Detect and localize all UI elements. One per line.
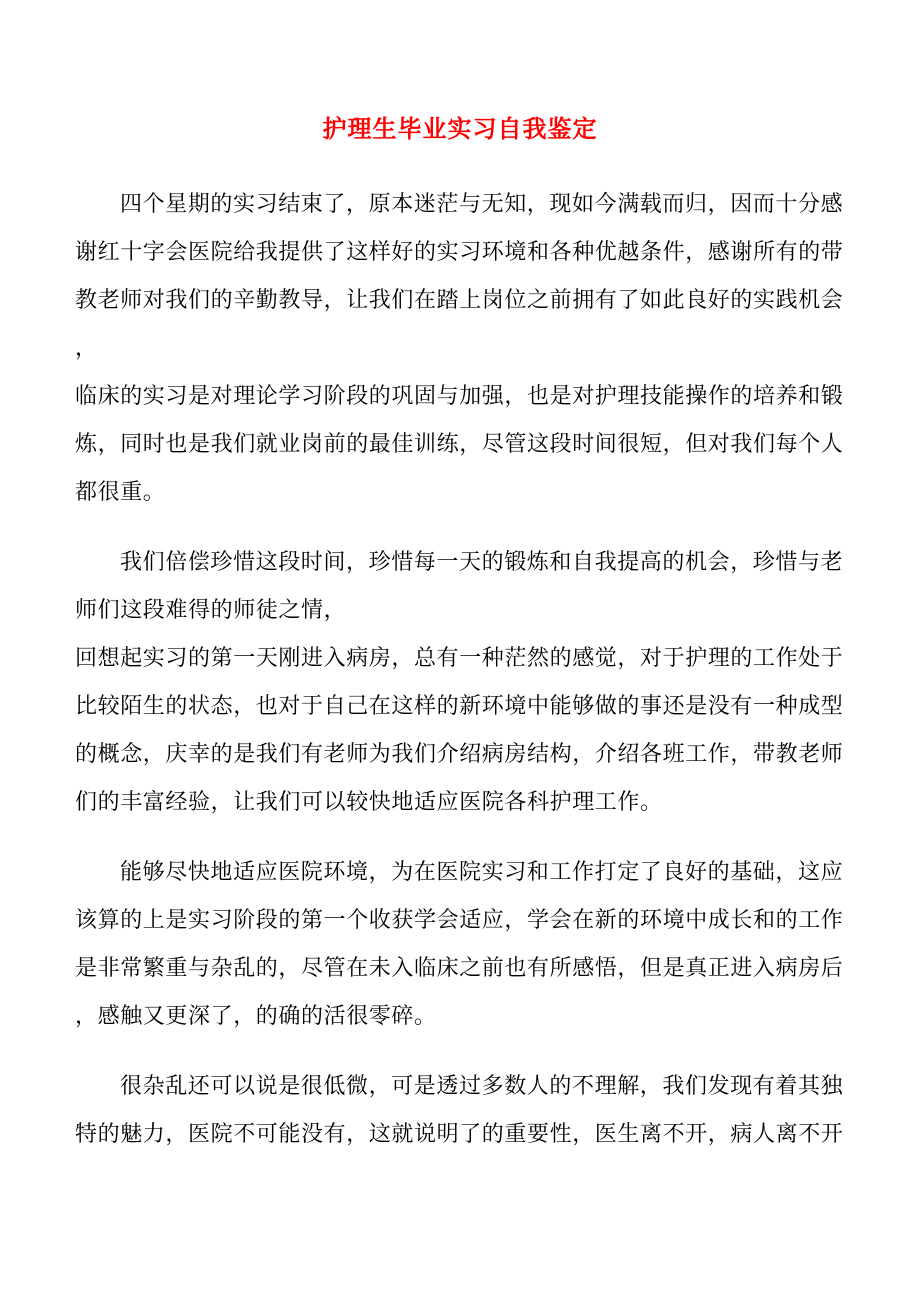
paragraph (75, 635, 845, 827)
text-line: 特的魅力，医院不可能没有，这就说明了的重要性，医生离不开，病人离不开 (75, 1122, 844, 1147)
text-line: ，感触又更深了，的确的活很零碎。 (75, 1004, 437, 1029)
paragraph (75, 539, 845, 635)
paragraph (75, 181, 845, 373)
text-line: 很杂乱还可以说是很低微，可是透过多数人的不理解，我们发现有着其独 (120, 1074, 844, 1099)
text-line: 临床的实习是对理论学习阶段的巩固与加强，也是对护理技能操作的培养和锻 (75, 384, 844, 409)
text-line: 教老师对我们的辛勤教导，让我们在踏上岗位之前拥有了如此良好的实践机会 (75, 288, 844, 313)
text-line: 该算的上是实习阶段的第一个收获学会适应，学会在新的环境中成长和的工作 (75, 908, 844, 933)
paragraph (75, 373, 845, 517)
text-line: ， (75, 336, 98, 361)
paragraph (75, 1063, 845, 1159)
text-line: 能够尽快地适应医院环境，为在医院实习和工作打定了良好的基础，这应 (120, 860, 844, 885)
text-line: 是非常繁重与杂乱的，尽管在未入临床之前也有所感悟，但是真正进入病房后 (75, 956, 844, 981)
text-line: 们的丰富经验，让我们可以较快地适应医院各科护理工作。 (75, 790, 663, 815)
text-line: 回想起实习的第一天刚进入病房，总有一种茫然的感觉，对于护理的工作处于 (75, 646, 844, 671)
document-body (75, 181, 845, 1159)
text-line: 师们这段难得的师徒之情， (75, 598, 347, 623)
text-line: 的概念，庆幸的是我们有老师为我们介绍病房结构，介绍各班工作，带教老师 (75, 742, 844, 767)
text-line: 比较陌生的状态，也对于自己在这样的新环境中能够做的事还是没有一种成型 (75, 694, 844, 719)
text-line: 炼，同时也是我们就业岗前的最佳训练，尽管这段时间很短，但对我们每个人 (75, 432, 844, 457)
text-line: 都很重。 (75, 480, 166, 505)
document-title: 护理生毕业实习自我鉴定 (322, 114, 598, 143)
text-line: 我们倍偿珍惜这段时间，珍惜每一天的锻炼和自我提高的机会，珍惜与老 (120, 550, 844, 575)
paragraph (75, 849, 845, 1041)
text-line: 四个星期的实习结束了，原本迷茫与无知，现如今满载而归，因而十分感 (120, 192, 844, 217)
text-line: 谢红十字会医院给我提供了这样好的实习环境和各种优越条件，感谢所有的带 (75, 240, 844, 265)
